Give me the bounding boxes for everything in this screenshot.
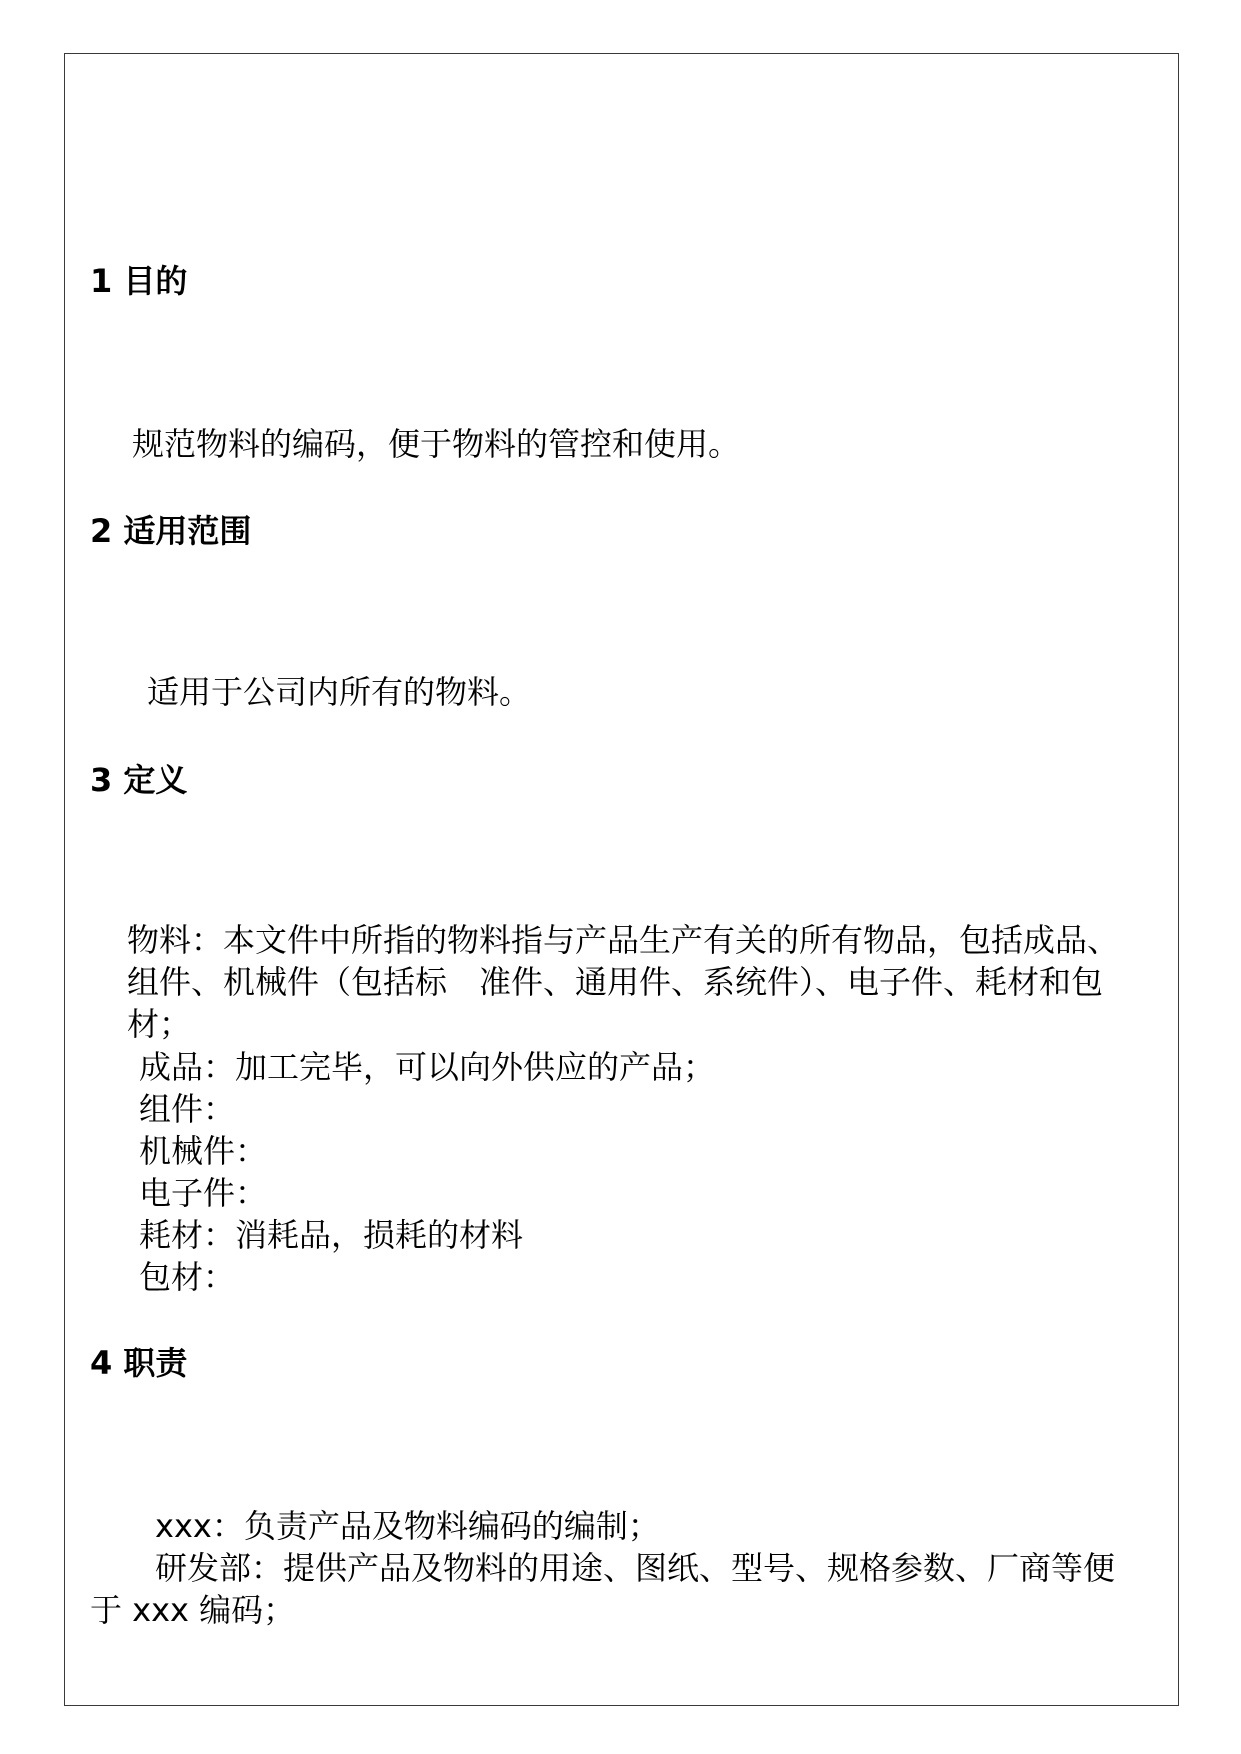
scope-text: 适用于公司内所有的物料。 <box>147 673 532 711</box>
purpose-text: 规范物料的编码，便于物料的管控和使用。 <box>132 425 741 463</box>
definition-mechanical-part: 机械件： <box>139 1132 268 1170</box>
definition-electronic-part: 电子件： <box>139 1174 268 1212</box>
definition-component: 组件： <box>139 1090 236 1128</box>
section-heading-definitions: 3 定义 <box>90 761 188 799</box>
page-border <box>64 53 1179 1706</box>
definition-material-line-3: 材； <box>127 1005 192 1043</box>
responsibility-xxx: xxx：负责产品及物料编码的编制； <box>155 1507 660 1545</box>
definition-material-line-1: 物料：本文件中所指的物料指与产品生产有关的所有物品，包括成品、 <box>127 921 1120 959</box>
definition-consumable: 耗材：消耗品，损耗的材料 <box>139 1216 524 1254</box>
responsibility-rd-line-2: 于 xxx 编码； <box>90 1591 296 1629</box>
responsibility-rd-line-1: 研发部：提供产品及物料的用途、图纸、型号、规格参数、厂商等便 <box>155 1549 1116 1587</box>
definition-packaging: 包材： <box>139 1258 236 1296</box>
section-heading-scope: 2 适用范围 <box>90 512 252 550</box>
section-heading-responsibilities: 4 职责 <box>90 1344 188 1382</box>
section-heading-purpose: 1 目的 <box>90 262 188 300</box>
definition-material-line-2: 组件、机械件（包括标 准件、通用件、系统件）、电子件、耗材和包 <box>127 963 1104 1001</box>
definition-finished-product: 成品：加工完毕，可以向外供应的产品； <box>139 1048 716 1086</box>
